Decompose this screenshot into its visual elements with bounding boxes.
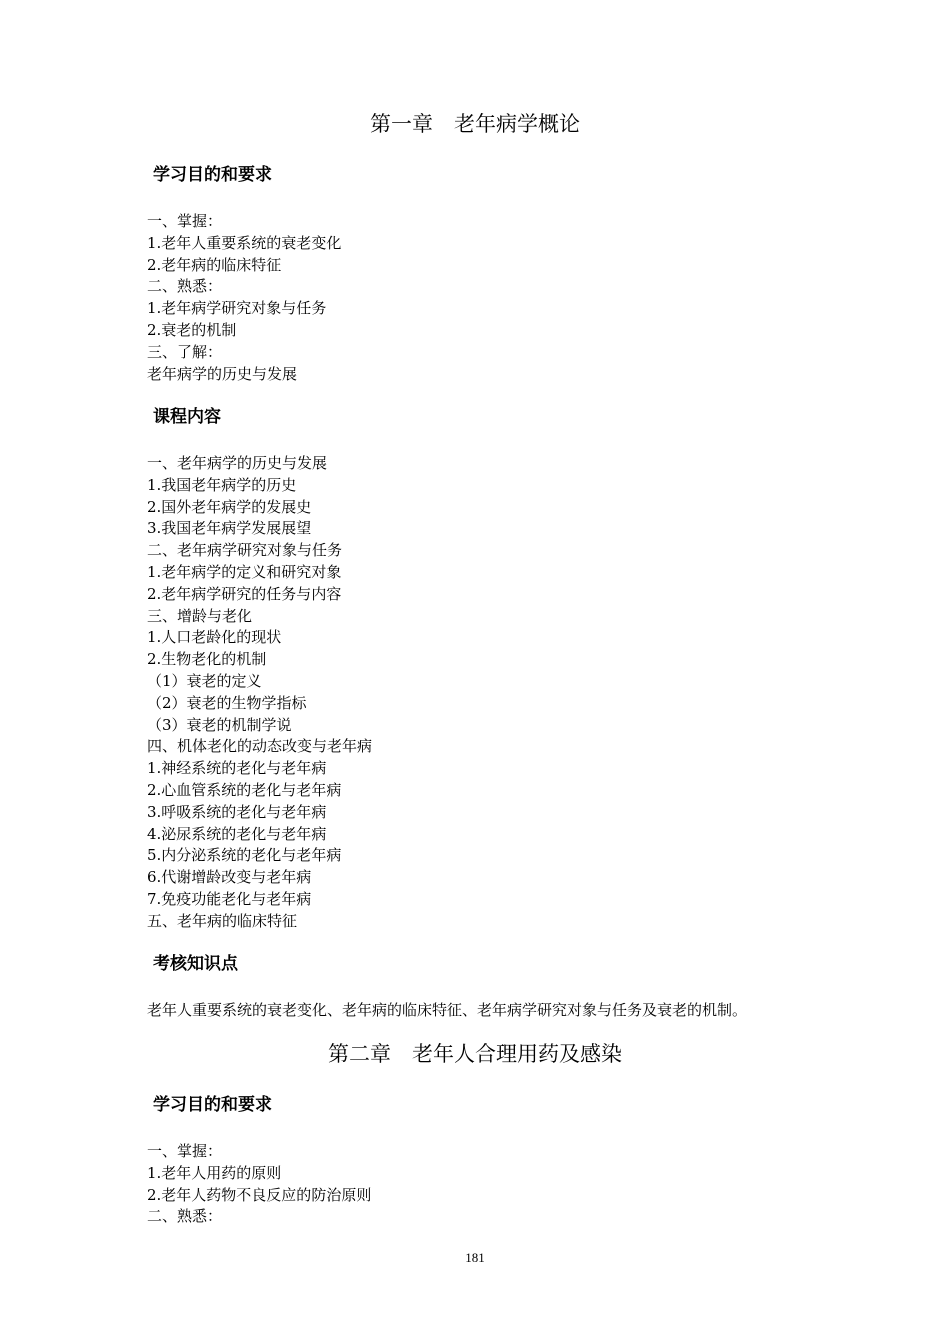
list-item: （2）衰老的生物学指标: [147, 693, 307, 712]
list-item: 1.老年人重要系统的衰老变化: [147, 233, 342, 252]
chapter-2-title: 第二章 老年人合理用药及感染: [328, 1042, 622, 1066]
list-item: 五、老年病的临床特征: [147, 911, 298, 930]
chapter-2-objectives-list: [147, 1141, 371, 1228]
list-item: 2.衰老的机制: [147, 320, 237, 339]
list-item: 一、掌握：: [147, 1142, 223, 1160]
list-item: 1.人口老龄化的现状: [147, 628, 282, 647]
chapter-2-objectives-heading: 学习目的和要求: [153, 1095, 272, 1115]
list-item: 6.代谢增龄改变与老年病: [147, 868, 312, 887]
list-item: 四、机体老化的动态改变与老年病: [147, 737, 373, 756]
list-item: 2.心血管系统的老化与老年病: [147, 780, 342, 799]
list-item: 三、增龄与老化: [147, 606, 253, 625]
list-item: （1）衰老的定义: [147, 671, 262, 690]
chapter-1-content-heading: 课程内容: [153, 407, 221, 427]
chapter-1-assessment-heading: 考核知识点: [153, 954, 238, 974]
list-item: 一、老年病学的历史与发展: [147, 454, 328, 472]
list-item: 2.老年病的临床特征: [147, 255, 282, 274]
list-item: 三、了解：: [147, 342, 223, 361]
list-item: 一、掌握：: [147, 212, 223, 230]
chapter-1-content-list: [147, 453, 372, 933]
list-item: 1.我国老年病学的历史: [147, 475, 297, 494]
list-item: 3.呼吸系统的老化与老年病: [147, 802, 327, 821]
chapter-1-assessment-text: 老年人重要系统的衰老变化、老年病的临床特征、老年病学研究对象与任务及衰老的机制。: [147, 1001, 748, 1019]
list-item: 2.老年病学研究的任务与内容: [147, 584, 342, 603]
list-item: 5.内分泌系统的老化与老年病: [147, 846, 342, 865]
page-number: 181: [465, 1250, 485, 1265]
list-item: 4.泌尿系统的老化与老年病: [147, 824, 327, 843]
list-item: （3）衰老的机制学说: [147, 715, 292, 734]
chapter-1-title: 第一章 老年病学概论: [370, 112, 580, 136]
list-item: 二、熟悉：: [147, 277, 223, 296]
list-item: 二、熟悉：: [147, 1207, 223, 1226]
list-item: 3.我国老年病学发展展望: [147, 519, 312, 538]
list-item: 1.老年病学研究对象与任务: [147, 299, 327, 318]
list-item: 1.老年人用药的原则: [147, 1163, 282, 1182]
list-item: 老年病学的历史与发展: [147, 364, 298, 383]
list-item: 1.神经系统的老化与老年病: [147, 759, 327, 778]
list-item: 2.国外老年病学的发展史: [147, 497, 312, 516]
list-item: 1.老年病学的定义和研究对象: [147, 562, 342, 581]
list-item: 2.老年人药物不良反应的防治原则: [147, 1185, 372, 1204]
list-item: 二、老年病学研究对象与任务: [147, 541, 343, 560]
list-item: 7.免疫功能老化与老年病: [147, 889, 312, 908]
chapter-1-objectives-heading: 学习目的和要求: [153, 165, 272, 185]
chapter-1-objectives-list: [147, 211, 341, 385]
list-item: 2.生物老化的机制: [147, 650, 267, 669]
